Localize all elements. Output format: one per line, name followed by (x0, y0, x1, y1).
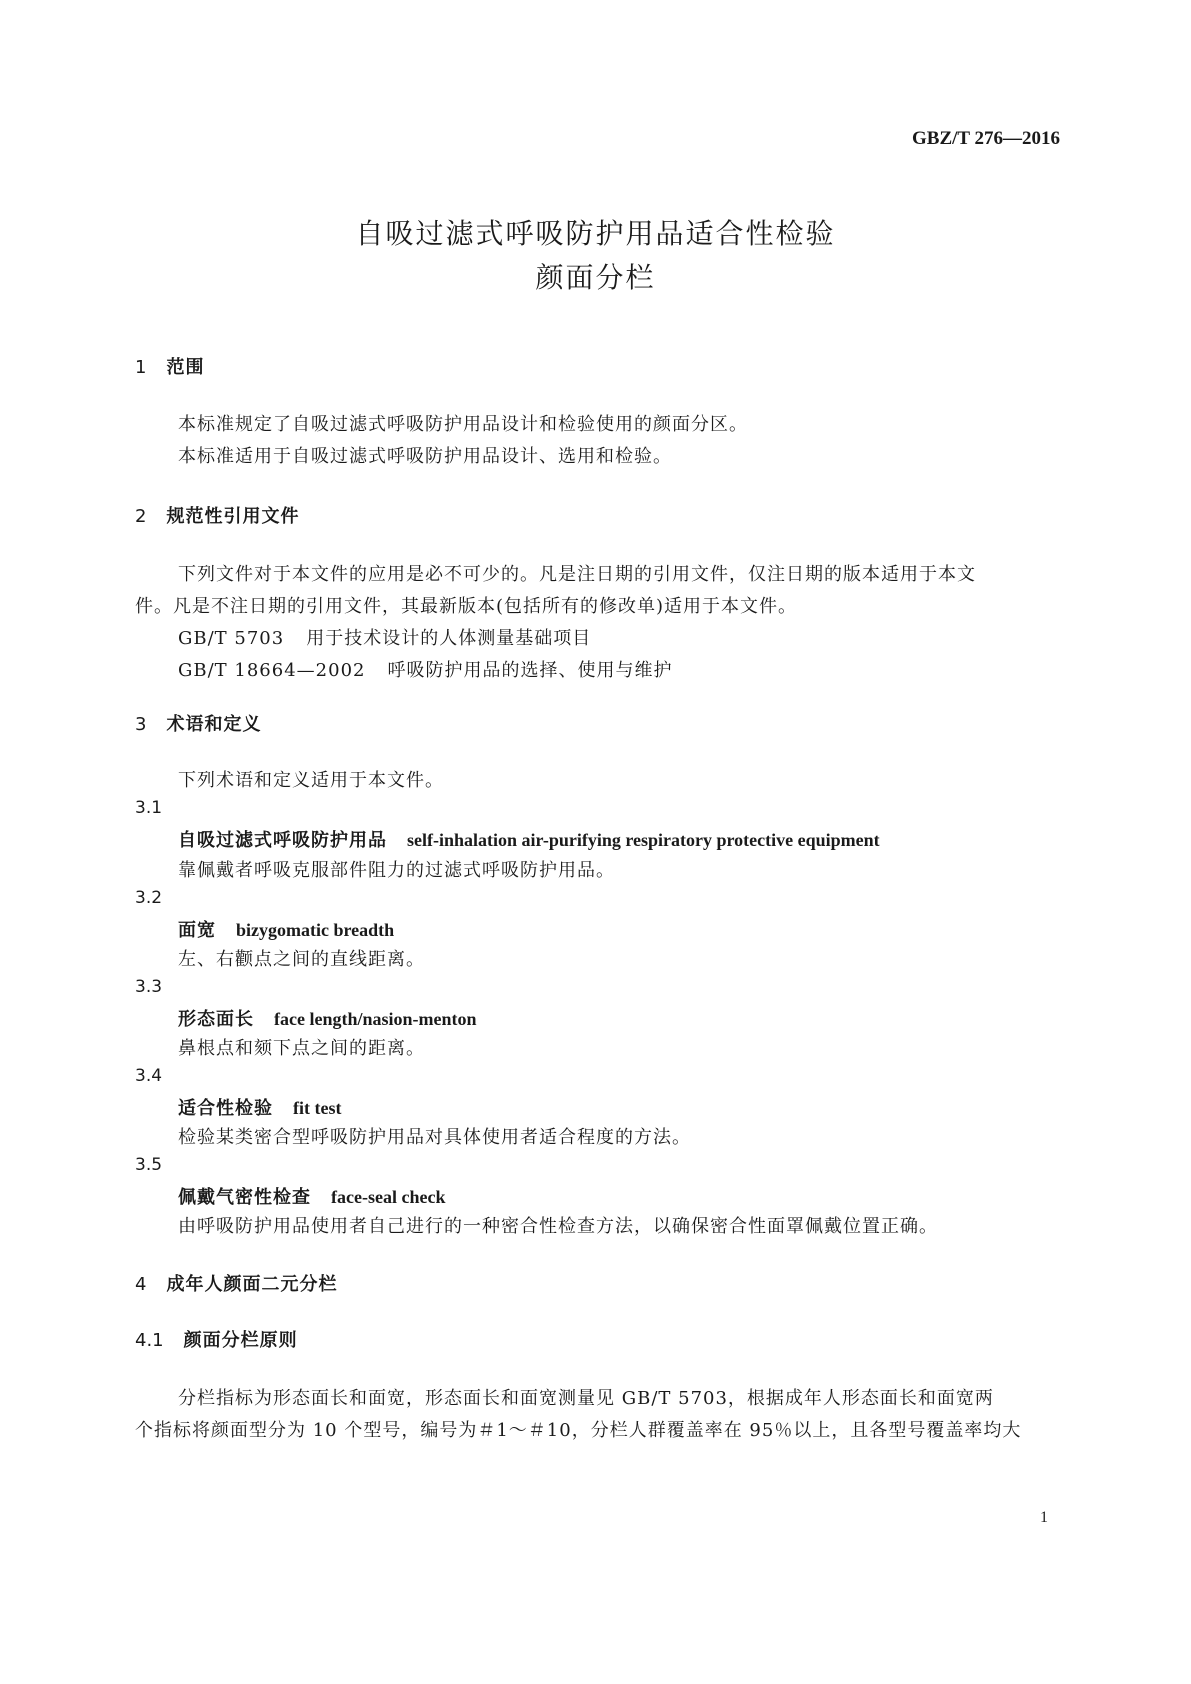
reference-item (178, 656, 672, 682)
terms-intro: 下列术语和定义适用于本文件。 (178, 770, 444, 791)
standard-code: GBZ/T 276—2016 (912, 128, 1060, 149)
reference-title: 用于技术设计的人体测量基础项目 (306, 628, 592, 649)
term-definition: 左、右颧点之间的直线距离。 (178, 949, 425, 970)
term-number: 3.1 (135, 798, 163, 818)
term-english: face length/nasion-menton (274, 1009, 477, 1029)
section-title: 规范性引用文件 (166, 506, 300, 527)
normative-paragraph-line-1: 下列文件对于本文件的应用是必不可少的。凡是注日期的引用文件，仅注日期的版本适用于本文 (178, 564, 976, 585)
term-chinese: 适合性检验 (178, 1098, 273, 1119)
term-english: face-seal check (331, 1187, 446, 1207)
scope-paragraph-2: 本标准适用于自吸过滤式呼吸防护用品设计、选用和检验。 (178, 446, 672, 467)
term-chinese: 自吸过滤式呼吸防护用品 (178, 830, 387, 851)
term-number: 3.5 (135, 1155, 163, 1175)
principle-paragraph-line-1: 分栏指标为形态面长和面宽，形态面长和面宽测量见 GB/T 5703，根据成年人形态面长和面宽两 (178, 1388, 994, 1409)
section-1-heading (135, 353, 204, 379)
section-title: 范围 (166, 357, 205, 378)
term-chinese: 佩戴气密性检查 (178, 1187, 311, 1208)
term-number: 3.2 (135, 888, 163, 908)
term-number: 3.4 (135, 1066, 163, 1086)
reference-code: GB/T 18664—2002 (178, 660, 366, 681)
term-heading (178, 1183, 445, 1209)
term-heading (178, 1094, 341, 1120)
section-number: 2 (135, 506, 147, 527)
term-heading (178, 916, 394, 942)
term-definition: 鼻根点和颏下点之间的距离。 (178, 1038, 425, 1059)
page-number: 1 (1040, 1509, 1048, 1526)
term-definition: 靠佩戴者呼吸克服部件阻力的过滤式呼吸防护用品。 (178, 860, 615, 881)
subsection-4-1-heading (135, 1326, 298, 1352)
term-definition: 检验某类密合型呼吸防护用品对具体使用者适合程度的方法。 (178, 1127, 691, 1148)
section-title: 成年人颜面二元分栏 (166, 1274, 338, 1295)
principle-paragraph-line-2: 个指标将颜面型分为 10 个型号，编号为＃1～＃10，分栏人群覆盖率在 95％以上，且各型号覆盖率均大 (135, 1420, 1022, 1441)
reference-code: GB/T 5703 (178, 628, 285, 649)
term-english: bizygomatic breadth (236, 920, 395, 940)
section-3-heading (135, 710, 261, 736)
section-number: 3 (135, 714, 147, 735)
term-chinese: 面宽 (178, 920, 216, 941)
reference-item (178, 624, 591, 650)
term-english: self-inhalation air-purifying respiratory protective equipment (407, 830, 880, 850)
document-subtitle: 颜面分栏 (535, 261, 656, 294)
term-heading (178, 826, 880, 852)
section-number: 1 (135, 357, 147, 378)
scope-paragraph-1: 本标准规定了自吸过滤式呼吸防护用品设计和检验使用的颜面分区。 (178, 414, 748, 435)
section-2-heading (135, 502, 299, 528)
term-chinese: 形态面长 (178, 1009, 254, 1030)
reference-title: 呼吸防护用品的选择、使用与维护 (387, 660, 673, 681)
term-heading (178, 1005, 477, 1031)
normative-paragraph-line-2: 件。凡是不注日期的引用文件，其最新版本(包括所有的修改单)适用于本文件。 (135, 596, 798, 617)
subsection-title: 颜面分栏原则 (183, 1330, 298, 1351)
section-4-heading (135, 1270, 337, 1296)
term-definition: 由呼吸防护用品使用者自己进行的一种密合性检查方法，以确保密合性面罩佩戴位置正确。 (178, 1216, 938, 1237)
section-number: 4 (135, 1274, 147, 1295)
section-title: 术语和定义 (166, 714, 262, 735)
term-number: 3.3 (135, 977, 163, 997)
term-english: fit test (293, 1098, 342, 1118)
subsection-number: 4.1 (135, 1330, 164, 1351)
document-title: 自吸过滤式呼吸防护用品适合性检验 (355, 217, 836, 250)
